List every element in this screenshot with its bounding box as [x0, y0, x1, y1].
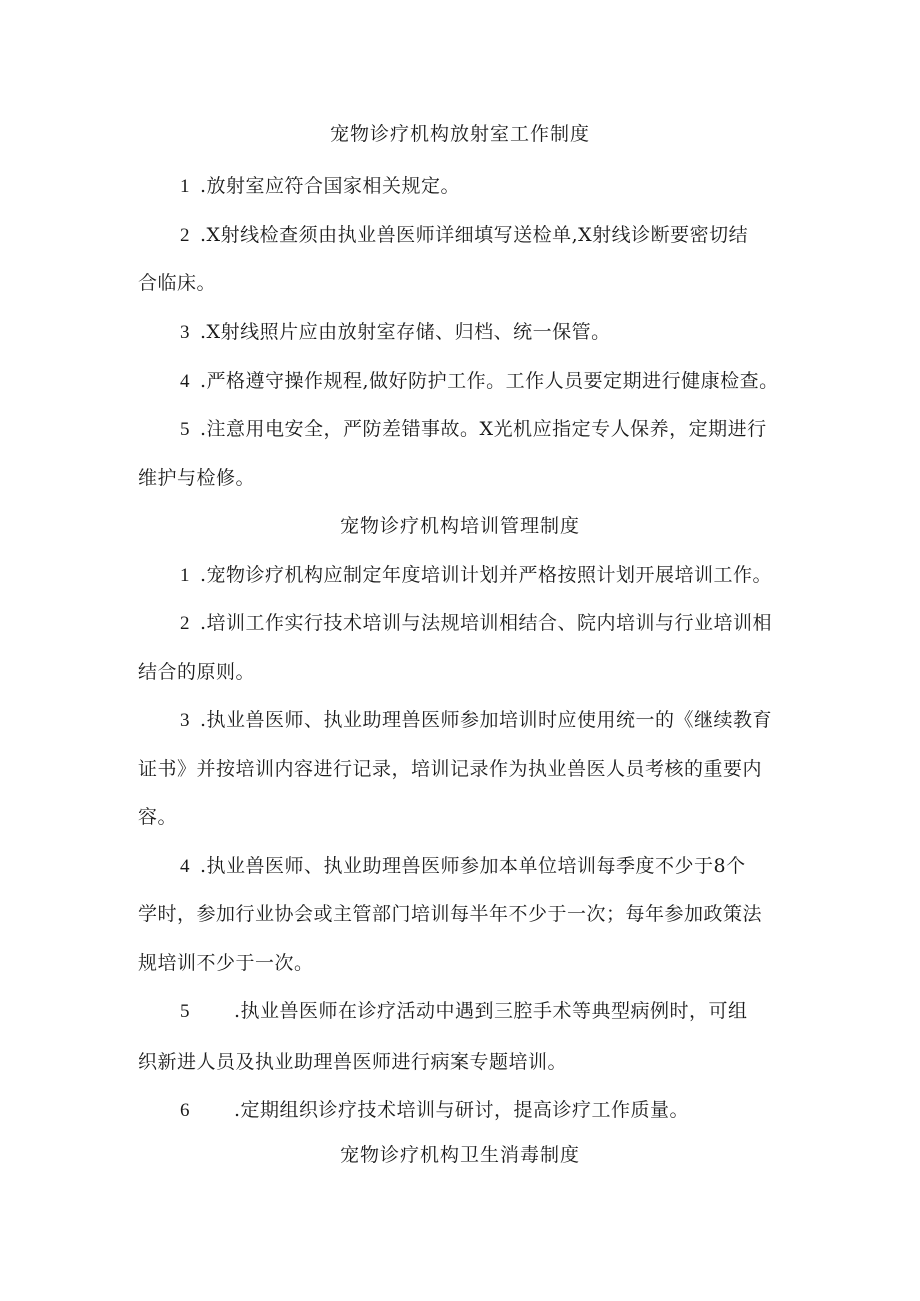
item-number: 4	[180, 856, 190, 877]
list-item	[180, 366, 779, 393]
item-number: 3	[180, 710, 190, 731]
item-continuation: 织新进人员及执业助理兽医师进行病案专题培训。	[138, 1051, 568, 1073]
item-text: .执业兽医师、执业助理兽医师参加培训时应使用统一的《继续教育	[200, 709, 773, 731]
item-text: .X射线检查须由执业兽医师详细填写送检单,X射线诊断要密切结	[200, 224, 749, 246]
item-number: 1	[180, 176, 190, 197]
item-text: .X射线照片应由放射室存储、归档、统一保管。	[200, 321, 611, 343]
item-number: 5	[180, 419, 190, 440]
item-continuation: 结合的原则。	[138, 661, 256, 683]
item-text: .定期组织诊疗技术培训与研讨，提高诊疗工作质量。	[234, 1099, 690, 1121]
item-continuation: 合临床。	[138, 272, 217, 294]
item-continuation: 容。	[138, 806, 178, 828]
list-item	[180, 608, 772, 635]
list-item	[180, 171, 460, 198]
item-continuation: 证书》并按培训内容进行记录，培训记录作为执业兽医人员考核的重要内	[138, 758, 763, 780]
item-number: 4	[180, 371, 190, 392]
list-item	[180, 1095, 689, 1122]
list-item	[180, 705, 772, 732]
item-text: .培训工作实行技术培训与法规培训相结合、院内培训与行业培训相	[200, 612, 773, 634]
item-text: .执业兽医师在诊疗活动中遇到三腔手术等典型病例时，可组	[234, 1000, 748, 1022]
item-continuation: 学时，参加行业协会或主管部门培训每半年不少于一次；每年参加政策法	[138, 903, 763, 925]
section-title-radiology: 宠物诊疗机构放射室工作制度	[329, 123, 590, 145]
item-number: 3	[180, 322, 190, 343]
item-text: .严格遵守操作规程,做好防护工作。工作人员要定期进行健康检查。	[200, 370, 779, 392]
item-number: 5	[180, 1001, 190, 1022]
list-item	[180, 851, 746, 878]
item-continuation: 维护与检修。	[138, 467, 256, 489]
item-text: .注意用电安全，严防差错事故。X光机应指定专人保养，定期进行	[200, 418, 767, 440]
item-number: 2	[180, 225, 190, 246]
item-number: 2	[180, 613, 190, 634]
item-text: .放射室应符合国家相关规定。	[200, 175, 461, 197]
section-title-hygiene: 宠物诊疗机构卫生消毒制度	[339, 1144, 580, 1166]
item-number: 1	[180, 565, 190, 586]
list-item	[180, 560, 772, 587]
section-title-training: 宠物诊疗机构培训管理制度	[339, 515, 580, 537]
item-text: .宠物诊疗机构应制定年度培训计划并严格按照计划开展培训工作。	[200, 564, 773, 586]
item-continuation: 规培训不少于一次。	[138, 952, 314, 974]
list-item	[180, 414, 767, 441]
list-item	[180, 996, 748, 1023]
list-item	[180, 317, 611, 344]
item-number: 6	[180, 1100, 190, 1121]
item-text: .执业兽医师、执业助理兽医师参加本单位培训每季度不少于8个	[200, 855, 746, 877]
list-item	[180, 220, 748, 247]
